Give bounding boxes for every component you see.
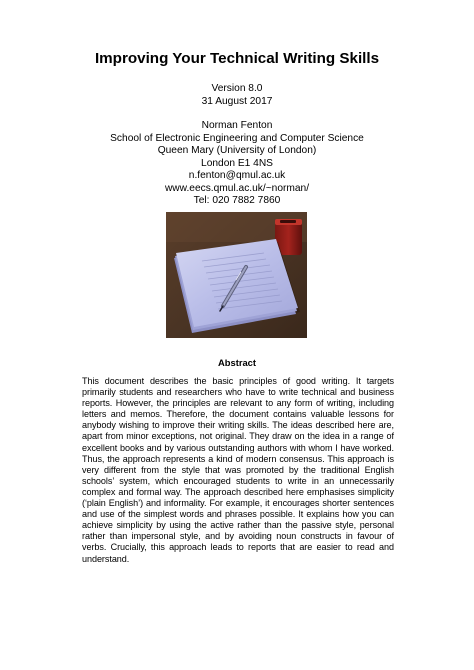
author-department: School of Electronic Engineering and Computer Science <box>110 132 364 144</box>
author-phone: Tel: 020 7882 7860 <box>193 195 281 206</box>
author-name: Norman Fenton <box>201 120 273 131</box>
cover-photo <box>166 212 307 338</box>
paper-stack-photo-icon <box>166 212 307 338</box>
author-city: London E1 4NS <box>201 157 273 169</box>
author-website: www.eecs.qmul.ac.uk/~norman/ <box>164 182 310 194</box>
author-email: n.fenton@qmul.ac.uk <box>188 170 286 181</box>
author-block <box>0 120 474 208</box>
version-label: Version 8.0 <box>211 83 263 94</box>
document-title: Improving Your Technical Writing Skills <box>94 50 380 67</box>
author-institution: Queen Mary (University of London) <box>157 145 317 156</box>
version-block <box>0 83 474 108</box>
date-label: 31 August 2017 <box>201 95 273 107</box>
abstract-body: This document describes the basic principles of good writing. It targets primarily students and researchers who have to write technical and business reports. However, the principles are relevant to any form of writing, including letters and memos. Therefore, the document contains valuable lessons for anybody wishing to improve their writing skills. The ideas described here are, apart from minor exceptions, not original. They draw on the idea in a range of excellent books and by various outstanding authors with whom I have worked. Thus, the approach represents a kind of modern consensus. This approach is very different from the style that was promoted by the traditional English schools’ system, which encouraged students to write in an unnecessarily complex and formal way. The approach described here emphasises simplicity (‘plain English’) and informality. For example, it encourages shorter sentences and use of the simplest words and phrases possible. It explains how you can achieve simplicity by using the active rather than the passive style, personal rather than impersonal style, and by avoiding noun constructs in favour of verbs. Crucially, this approach leads to reports that are easier to read and understand. <box>82 376 394 564</box>
abstract-heading: Abstract <box>217 357 257 368</box>
